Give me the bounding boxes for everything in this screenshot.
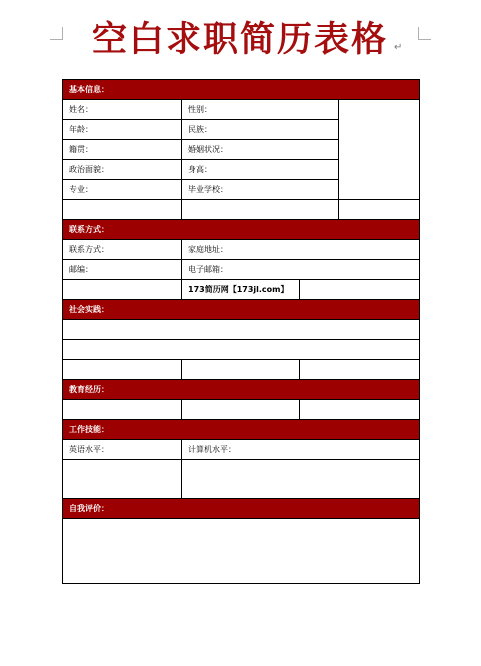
blank-cell[interactable]	[182, 460, 420, 499]
paragraph-mark-icon: ↵	[394, 42, 403, 53]
self-evaluation-area[interactable]	[63, 519, 420, 584]
field-address[interactable]: 家庭地址：	[182, 240, 420, 260]
field-political-status[interactable]: 政治面貌：	[63, 160, 182, 180]
field-height[interactable]: 身高：	[182, 160, 339, 180]
field-contact[interactable]: 联系方式：	[63, 240, 182, 260]
blank-cell[interactable]	[300, 280, 420, 300]
blank-cell[interactable]	[63, 340, 420, 360]
blank-cell[interactable]	[63, 280, 182, 300]
blank-cell[interactable]	[63, 320, 420, 340]
field-postcode[interactable]: 邮编：	[63, 260, 182, 280]
blank-cell[interactable]	[300, 360, 420, 380]
section-header-self-evaluation: 自我评价：	[63, 499, 420, 519]
field-marital-status[interactable]: 婚姻状况：	[182, 140, 339, 160]
section-header-skills: 工作技能：	[63, 420, 420, 440]
watermark-text: 173简历网【173jl.com】	[182, 280, 300, 300]
section-header-contact: 联系方式：	[63, 220, 420, 240]
blank-cell[interactable]	[300, 400, 420, 420]
photo-cell[interactable]	[339, 100, 420, 200]
field-gender[interactable]: 性别：	[182, 100, 339, 120]
blank-cell[interactable]	[63, 400, 182, 420]
field-name[interactable]: 姓名：	[63, 100, 182, 120]
blank-cell[interactable]	[63, 460, 182, 499]
field-native-place[interactable]: 籍贯：	[63, 140, 182, 160]
field-age[interactable]: 年龄：	[63, 120, 182, 140]
resume-table	[62, 79, 420, 584]
field-computer-level[interactable]: 计算机水平：	[182, 440, 420, 460]
page-corner-mark-right	[418, 27, 431, 40]
field-major[interactable]: 专业：	[63, 180, 182, 200]
section-header-basic: 基本信息：	[63, 80, 420, 100]
blank-cell[interactable]	[63, 200, 182, 220]
field-email[interactable]: 电子邮箱：	[182, 260, 420, 280]
field-school[interactable]: 毕业学校：	[182, 180, 339, 200]
field-english-level[interactable]: 英语水平：	[63, 440, 182, 460]
blank-cell[interactable]	[182, 400, 300, 420]
section-row-basic	[63, 80, 420, 100]
blank-cell[interactable]	[339, 200, 420, 220]
blank-cell[interactable]	[182, 360, 300, 380]
section-header-social: 社会实践：	[63, 300, 420, 320]
section-header-education: 教育经历：	[63, 380, 420, 400]
field-ethnicity[interactable]: 民族：	[182, 120, 339, 140]
blank-cell[interactable]	[182, 200, 339, 220]
resume-title: 空白求职简历表格	[91, 20, 388, 60]
blank-cell[interactable]	[63, 360, 182, 380]
